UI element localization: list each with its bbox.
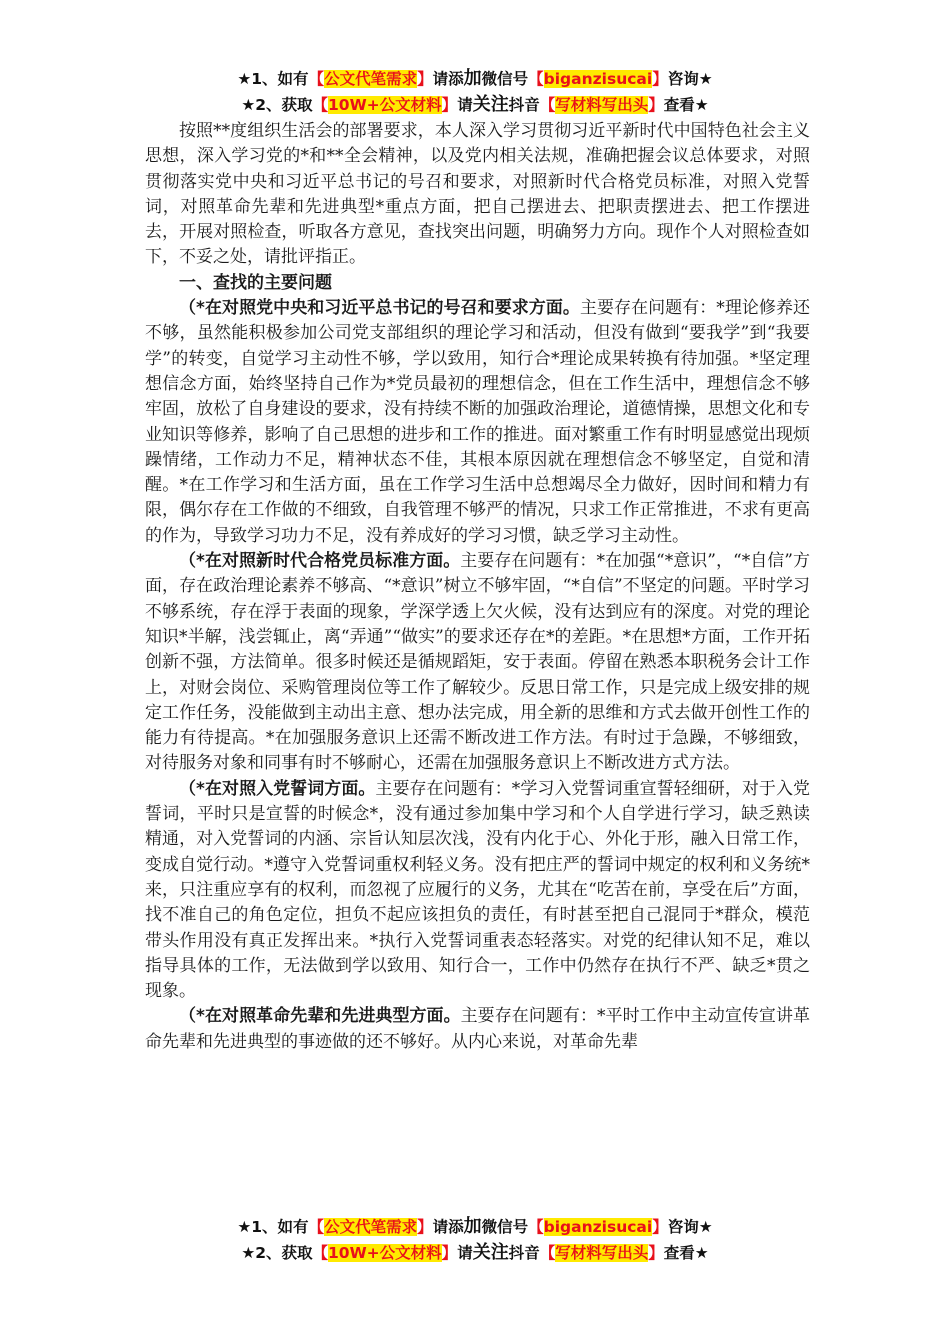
point-1-text: 主要存在问题有：*理论修养还不够，虽然能积极参加公司党支部组织的理论学习和活动，但没有做到“要我学”到“我要学”的转变，自觉学习主动性不够，学以致用，知行合*理论成果转换有待加强。*坚定理想信念方面，始终坚持自己作为*党员最初的理想信念，但在工作生活中，理想信念不够牢固，放松了自身建设的要求，没有持续不断的加强政治理论，道德情操，思想文化和专业知识等修养，影响了自己思想的进步和工作的推进。面对繁重工作有时明显感觉出现烦躁情绪，工作动力不足，精神状态不佳，其根本原因就在理想信念不够坚定，自觉和清醒。*在工作学习和生活方面，虽在工作学习生活中总想竭尽全力做好，因时间和精力有限，偶尔存在工作做的不细致，自我管理不够严的情况，只求工作正常推进，不求有更高的作为，导致学习功力不足，没有养成好的学习习惯，缺乏学习主动性。 — [145, 298, 811, 546]
footer-1-mid2: 微信号 — [481, 1218, 529, 1236]
section-heading: 一、查找的主要问题 — [179, 272, 332, 293]
footer-1-prefix: ★1、如有 — [237, 1218, 309, 1236]
banner-2-account: 写材料写出头 — [555, 96, 649, 114]
banner-2-prefix: ★2、获取 — [241, 96, 313, 114]
banner-1-mid2: 微信号 — [481, 70, 529, 88]
footer-2-emph: 关注 — [472, 1242, 509, 1263]
intro-paragraph: 按照**度组织生活会的部署要求，本人深入学习贯彻习近平新时代中国特色社会主义思想，深入学习党的*和**全会精神，以及党内相关法规，准确把握会议总体要求，对照贯彻落实党中央和习近平总书记的号召和要求，对照新时代合格党员标准，对照入党誓词，对照革命先辈和先进典型*重点方面，把自己摆进去、把职责摆进去、把工作摆进去，开展对照检查，听取各方意见，查找突出问题，明确努力方向。现作个人对照检查如下，不妥之处，请批评指正。 — [145, 121, 810, 268]
footer-1-service: 公文代笔需求 — [324, 1218, 418, 1236]
banner-line-1 — [0, 66, 950, 92]
banner-1-wechat-id: biganzisucai — [543, 70, 653, 88]
banner-2-bracket: 【 — [312, 96, 329, 114]
footer-1-bracket-close: 】 — [417, 1218, 433, 1236]
footer-1-bracket: 【 — [308, 1218, 325, 1236]
footer-banner-line-1 — [0, 1214, 950, 1240]
banner-1-emph: 加 — [463, 68, 482, 89]
banner-1-prefix: ★1、如有 — [237, 70, 309, 88]
point-1-title: （*在对照党中央和习近平总书记的号召和要求方面。 — [179, 298, 580, 319]
point-paragraph-2 — [145, 549, 810, 777]
footer-1-suffix: 咨询★ — [667, 1218, 713, 1236]
banner-2-bracket2-close: 】 — [648, 96, 664, 114]
point-2-text: 主要存在问题有：*在加强“*意识”，“*自信”方面，存在政治理论素养不够高、“*意识”树立不够牢固，“*自信”不坚定的问题。平时学习不够系统，存在浮于表面的现象，学深学透上欠火候，没有达到应有的深度。对党的理论知识*半解，浅尝辄止，离“弄通”“做实”的要求还存在*的差距。*在思想*方面，工作开拓创新不强，方法简单。很多时候还是循规蹈矩，安于表面。停留在熟悉本职税务会计工作上，对财会岗位、采购管理岗位等工作了解较少。反思日常工作，只是完成上级安排的规定工作任务，没能做到主动出主意、想办法完成，用全新的思维和方式去做开创性工作的能力有待提高。*在加强服务意识上还需不断改进工作方法。有时过于急躁，不够细致，对待服务对象和同事有时不够耐心，还需在加强服务意识上不断改进方式方法。 — [145, 551, 811, 774]
banner-2-mid: 请 — [457, 96, 473, 114]
point-3-text: 主要存在问题有：*学习入党誓词重宣誓轻细研，对于入党誓词，平时只是宣誓的时候念*，没有通过参加集中学习和个人自学进行学习，缺乏熟读精通，对入党誓词的内涵、宗旨认知层次浅，没有内化于心、外化于形，融入日常工作，变成自觉行动。*遵守入党誓词重权利轻义务。没有把庄严的誓词中规定的权利和义务统*来，只注重应享有的权利，而忽视了应履行的义务，尤其在“吃苦在前，享受在后”方面，找不准自己的角色定位，担负不起应该担负的责任，有时甚至把自己混同于*群众，模范带头作用没有真正发挥出来。*执行入党誓词重表态轻落实。对党的纪律认知不足，难以指导具体的工作，无法做到学以致用、知行合一，工作中仍然存在执行不严、缺乏*贯之现象。 — [145, 778, 811, 1002]
banner-1-bracket: 【 — [308, 70, 325, 88]
banner-1-bracket2: 【 — [528, 70, 544, 88]
point-paragraph-1 — [145, 296, 810, 549]
footer-2-bracket2: 【 — [539, 1244, 556, 1262]
footer-banner — [0, 1214, 950, 1266]
banner-1-service: 公文代笔需求 — [324, 70, 418, 88]
footer-2-mid: 请 — [457, 1244, 473, 1262]
footer-2-prefix: ★2、获取 — [241, 1244, 313, 1262]
banner-2-mid2: 抖音 — [508, 96, 540, 114]
banner-2-emph: 关注 — [472, 94, 509, 115]
point-3-title: （*在对照入党誓词方面。 — [179, 778, 376, 799]
footer-2-account: 写材料写出头 — [555, 1244, 649, 1262]
banner-1-suffix: 咨询★ — [667, 70, 713, 88]
footer-2-suffix: 查看★ — [663, 1244, 709, 1262]
banner-1-mid: 请添 — [432, 70, 464, 88]
banner-line-2 — [0, 92, 950, 118]
point-paragraph-3 — [145, 777, 810, 1005]
document-body — [145, 119, 810, 1055]
header-banner — [0, 66, 950, 118]
footer-1-bracket2-close: 】 — [652, 1218, 668, 1236]
footer-2-bracket2-close: 】 — [648, 1244, 664, 1262]
footer-1-wechat-id: biganzisucai — [543, 1218, 653, 1236]
footer-2-mid2: 抖音 — [508, 1244, 540, 1262]
footer-1-bracket2: 【 — [528, 1218, 544, 1236]
point-2-title: （*在对照新时代合格党员标准方面。 — [179, 551, 461, 572]
banner-2-item: 10W+公文材料 — [328, 96, 442, 114]
point-paragraph-4 — [145, 1004, 810, 1055]
banner-2-suffix: 查看★ — [663, 96, 709, 114]
footer-1-emph: 加 — [463, 1216, 482, 1237]
banner-2-bracket2: 【 — [539, 96, 556, 114]
footer-2-item: 10W+公文材料 — [328, 1244, 442, 1262]
banner-2-bracket-close: 】 — [441, 96, 458, 114]
point-4-text: 主要存在问题有：*平时工作中主动宣传宣讲革命先辈和先进典型的事迹做的还不够好。从内心来说，对革命先辈 — [145, 1006, 811, 1052]
point-4-title: （*在对照革命先辈和先进典型方面。 — [179, 1006, 461, 1027]
footer-1-mid: 请添 — [432, 1218, 464, 1236]
footer-2-bracket-close: 】 — [441, 1244, 458, 1262]
banner-1-bracket2-close: 】 — [652, 70, 668, 88]
footer-banner-line-2 — [0, 1240, 950, 1266]
banner-1-bracket-close: 】 — [417, 70, 433, 88]
footer-2-bracket: 【 — [312, 1244, 329, 1262]
